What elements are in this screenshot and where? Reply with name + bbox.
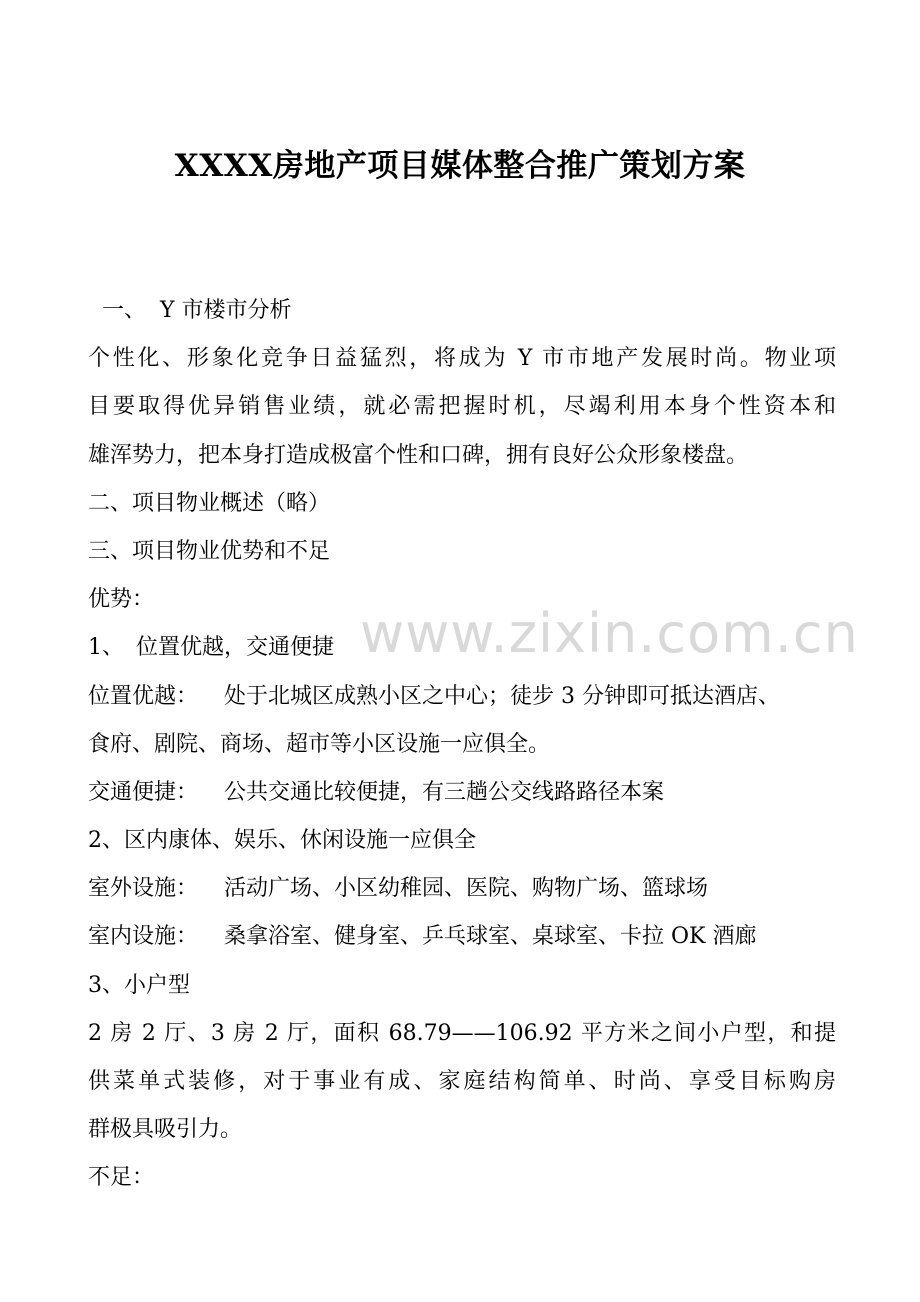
disadvantages-label: 不足： [88, 1165, 155, 1191]
outdoor-label: 室外设施： [88, 876, 199, 902]
location-text-continued: 食府、剧院、商场、超市等小区设施一应俱全。 [88, 731, 551, 757]
section-1-paragraph-line: 个性化、形象化竞争日益猛烈，将成为 Y 市市地产发展时尚。物业项 [88, 346, 836, 372]
item-1-heading [88, 624, 836, 672]
item-1-title: 位置优越，交通便捷 [136, 635, 335, 661]
traffic-label: 交通便捷： [88, 779, 199, 805]
item-3-heading: 3、小户型 [88, 972, 190, 998]
item-3-paragraph-line: 群极具吸引力。 [88, 1117, 243, 1143]
item-3-paragraph-line: 2 房 2 厅、3 房 2 厅，面积 68.79——106.92 平方米之间小户型，和提 [88, 1020, 836, 1046]
section-1-paragraph-line: 目要取得优异销售业绩，就必需把握时机，尽竭利用本身个性资本和 [88, 394, 836, 420]
document-title: XXXX房地产项目媒体整合推广策划方案 [174, 148, 746, 184]
document-body [88, 287, 836, 1203]
item-1-number: 1、 [88, 635, 124, 661]
indoor-line [88, 913, 836, 961]
section-1-number: 一、 [102, 298, 147, 323]
indoor-label: 室内设施： [88, 924, 199, 950]
item-2-heading: 2、区内康体、娱乐、休闲设施一应俱全 [88, 828, 476, 854]
section-1-heading [88, 287, 836, 335]
outdoor-line [88, 865, 836, 913]
advantages-label: 优势： [88, 587, 155, 613]
outdoor-text: 活动广场、小区幼稚园、医院、购物广场、篮球场 [224, 876, 709, 902]
section-2-heading: 二、项目物业概述（略） [88, 490, 331, 516]
section-1-title: Y 市楼市分析 [160, 298, 292, 323]
location-line [88, 673, 836, 721]
section-1-paragraph-line: 雄浑势力，把本身打造成极富个性和口碑，拥有良好公众形象楼盘。 [88, 442, 749, 468]
watermark: www.zixin.com.cn [360, 602, 859, 665]
location-label: 位置优越： [88, 683, 199, 709]
location-text: 处于北城区成熟小区之中心；徒步 3 分钟即可抵达酒店、 [224, 683, 780, 709]
item-3-paragraph-line: 供菜单式装修，对于事业有成、家庭结构简单、时尚、享受目标购房 [88, 1069, 836, 1094]
indoor-text: 桑拿浴室、健身室、乒乓球室、桌球室、卡拉 OK 酒廊 [224, 924, 757, 950]
traffic-line [88, 769, 836, 817]
section-3-heading: 三、项目物业优势和不足 [88, 538, 331, 564]
traffic-text: 公共交通比较便捷，有三趟公交线路路径本案 [224, 779, 665, 805]
